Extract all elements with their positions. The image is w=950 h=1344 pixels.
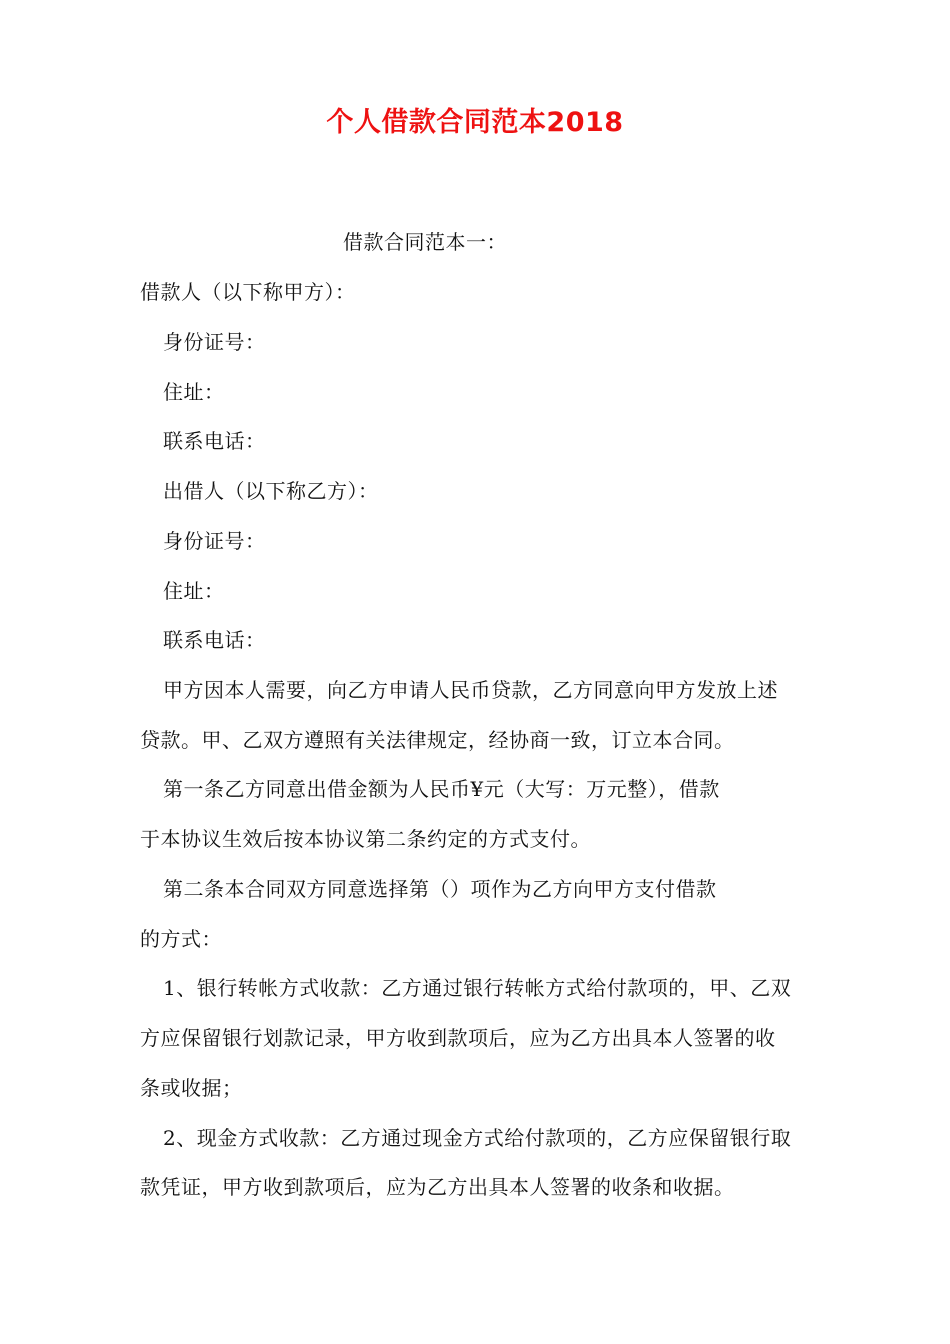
clause-two-line: 的方式： [140,927,222,951]
option-one-line: 条或收据； [140,1076,243,1100]
option-one-line: 方应保留银行划款记录，甲方收到款项后，应为乙方出具本人签署的收 [140,1026,776,1050]
clause-two-line: 第二条本合同双方同意选择第（）项作为乙方向甲方支付借款 [163,877,717,901]
paragraph-line: 甲方因本人需要，向乙方申请人民币贷款，乙方同意向甲方发放上述 [163,678,778,702]
option-two-line: 2、现金方式收款：乙方通过现金方式给付款项的，乙方应保留银行取 [163,1126,792,1150]
clause-one-line: 第一条乙方同意出借金额为人民币¥元（大写：万元整），借款 [163,777,720,801]
borrower-label: 借款人（以下称甲方）： [140,280,356,304]
option-two-line: 款凭证，甲方收到款项后，应为乙方出具本人签署的收条和收据。 [140,1175,735,1199]
document-title: 个人借款合同范本2018 [326,107,624,138]
clause-one-line: 于本协议生效后按本协议第二条约定的方式支付。 [140,827,591,851]
paragraph-line: 贷款。甲、乙双方遵照有关法律规定，经协商一致，订立本合同。 [140,728,735,752]
borrower-phone-label: 联系电话： [163,429,266,453]
lender-label: 出借人（以下称乙方）： [163,479,379,503]
lender-phone-label: 联系电话： [163,628,266,652]
borrower-address-label: 住址： [163,380,225,404]
section-heading: 借款合同范本一： [343,230,507,254]
option-one-line: 1、银行转帐方式收款：乙方通过银行转帐方式给付款项的，甲、乙双 [163,976,792,1000]
borrower-id-label: 身份证号： [163,330,266,354]
lender-id-label: 身份证号： [163,529,266,553]
lender-address-label: 住址： [163,579,225,603]
